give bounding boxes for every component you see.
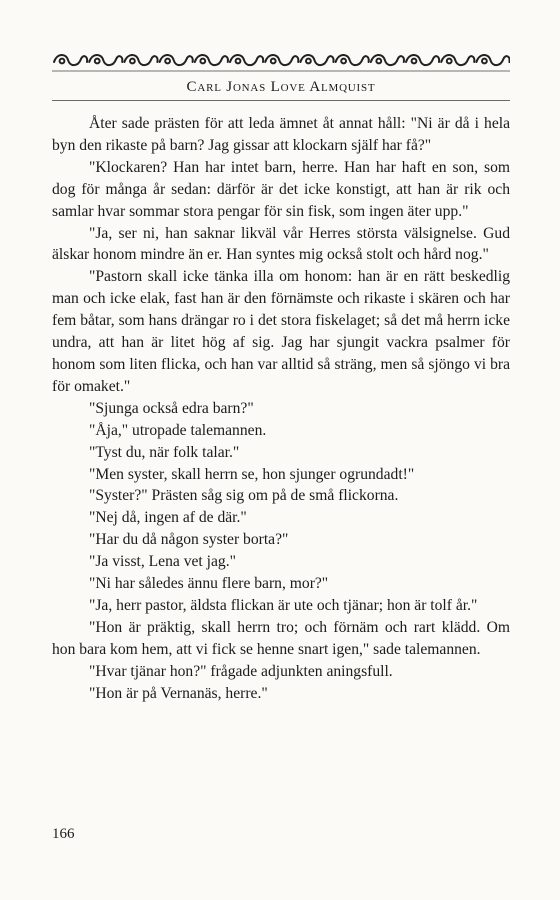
ornament-curl — [341, 59, 346, 64]
page-number: 166 — [52, 826, 75, 842]
ornament-curl — [271, 59, 276, 64]
paragraph: "Nej då, ingen af de där." — [89, 509, 247, 527]
paragraph: "Pastorn skall icke tänka illa om honom: han är en rätt beskedlig man och icke elak, fast han är den förnämste och rikaste i skären och har fem båtar, som hans drängar ro i det stora fiskelaget; så det må herrn icke undra, att han är litet hög af sig. Jag har sjungit vackra psalmer för honom som liten flicka, och han var alltid så sträng, men så sjöngo vi bra för omaket." — [52, 268, 510, 395]
ornament-curl — [236, 59, 241, 64]
ornament-curl — [376, 59, 381, 64]
ornament-curl — [200, 59, 205, 64]
body-text — [52, 113, 510, 704]
paragraph: "Men syster, skall herrn se, hon sjunger ogrundadt!" — [89, 465, 415, 483]
ornament-curl — [447, 59, 452, 64]
ornament-curl — [95, 59, 100, 64]
paragraph: "Ja visst, Lena vet jag." — [89, 553, 236, 571]
ornament-curl — [130, 59, 135, 64]
paragraph: "Klockaren? Han har intet barn, herre. Han har haft en son, som dog för många år sedan: därför är det icke konstigt, att han är rik och samlar hvar sommar stora pengar för sin fisk, som ingen äter upp." — [52, 158, 510, 220]
ornament-curl — [306, 59, 311, 64]
decorative-ornament-band — [52, 50, 510, 74]
paragraph: "Ni har således ännu flere barn, mor?" — [89, 575, 329, 593]
ornament-curl — [482, 59, 487, 64]
paragraph: "Sjunga också edra barn?" — [89, 399, 254, 417]
ornament-curl — [165, 59, 170, 64]
paragraph: "Hvar tjänar hon?" frågade adjunkten aningsfull. — [89, 662, 393, 680]
header-rule — [52, 100, 510, 101]
running-head: Carl Jonas Love Almquist — [186, 79, 376, 95]
paragraph: "Ja, ser ni, han saknar likväl vår Herres största välsignelse. Gud älskar honom mindre än er. Han syntes mig också stolt och hård nog." — [52, 224, 510, 264]
ornament-curl — [412, 59, 417, 64]
paragraph: "Ja, herr pastor, äldsta flickan är ute och tjänar; hon är tolf år." — [89, 596, 478, 614]
paragraph: "Har du då någon syster borta?" — [89, 531, 289, 549]
ornament-curl — [60, 59, 65, 64]
paragraph: "Åja," utropade talemannen. — [89, 421, 267, 439]
paragraph: Åter sade prästen för att leda ämnet åt annat håll: "Ni är då i hela byn den rikaste på barn? Jag gissar att klockarn själf har få?" — [52, 115, 510, 154]
paragraph: "Hon är på Vernanäs, herre." — [89, 684, 268, 702]
paragraph: "Syster?" Prästen såg sig om på de små flickorna. — [89, 487, 399, 505]
paragraph: "Tyst du, när folk talar." — [89, 443, 240, 461]
paragraph: "Hon är präktig, skall herrn tro; och förnäm och rart klädd. Om hon bara kom hem, att vi fick se henne snart igen," sade talemannen. — [52, 618, 510, 658]
